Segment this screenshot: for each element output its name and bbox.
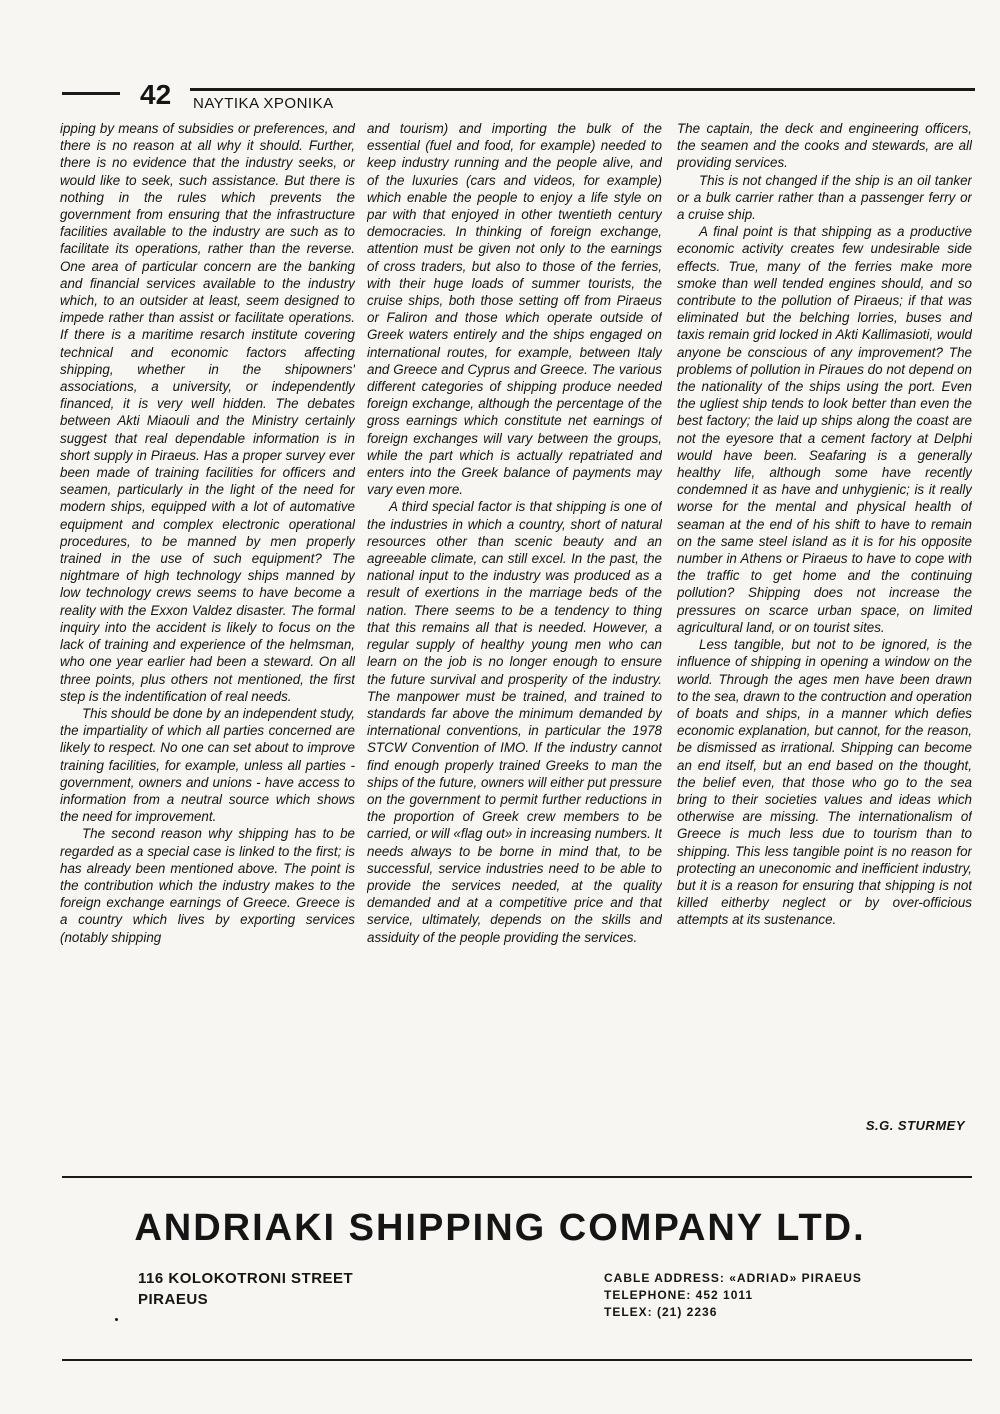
ad-address-line: PIRAEUS	[138, 1291, 209, 1308]
header-rule-left	[62, 92, 120, 95]
paragraph: ipping by means of subsidies or preferences, and there is no reason at all why it should. Further, there is no evidence that the industry seeks, or would like to seek, such assistance. But there is nothing in the rules which prevents the government from ensuring that the infrastructure facilities available to the industry are such as to facilitate its operations, rather than the reverse. One area of particular concern are the banking and financial services available to the industry which, to an outsider at least, seem designed to impede rather than assist or facilitate operations. If there is a maritime resarch institute covering technical and economic factors affecting shipping, whether in the shipowners' associations, a university, or independently financed, it is very well hidden. The debates between Akti Miaouli and the Ministry certainly suggest that real dependable information is in short supply in Piraeus. Has a proper survey ever been made of training facilities for officers and seamen, particularly in the light of the need for modern ships, equipped with a lot of automative equipment and complex electronic operational procedures, to be manned by men properly trained in the use of such equipment? The nightmare of high technology ships manned by low technology crews seems to have become a reality with the Exxon Valdez disaster. The formal inquiry into the accident is likely to focus on the lack of training and experience of the helmsman, who one year earlier had been a steward. On all three points, plus others not mentioned, the first step is the indentification of real needs.	[60, 121, 355, 704]
paragraph: This is not changed if the ship is an oil tanker or a bulk carrier rather than a passenger ferry or a cruise ship.	[677, 172, 972, 223]
article-column-1	[60, 120, 355, 1160]
paragraph: The captain, the deck and engineering officers, the seamen and the cooks and stewards, are all providing services.	[677, 121, 972, 171]
publication-title: ΝΑΥΤΙΚΑ ΧΡΟΝΙΚΑ	[193, 95, 334, 112]
ad-telephone: TELEPHONE: 452 1011	[604, 1288, 754, 1302]
paragraph: Less tangible, but not to be ignored, is the influence of shipping in opening a window on the world. Through the ages men have been drawn to the sea, drawn to the contruction and operation of boats and ships, in a manner which defies economic explanation, but cannot, for the reason, be dismissed as irrational. Shipping can become an end itself, but an end based on the thought, the belief even, that those who go to the sea bring to their societies values and ideas which otherwise are missing. The internationalism of Greece is much less due to tourism than to shipping. This less tangible point is no reason for protecting an uneconomic and inefficient industry, but it is a reason for ensuring that shipping is not killed eitherby neglect or by over-officious attempts at its sustenance.	[677, 637, 972, 928]
ad-rule-top	[62, 1176, 972, 1178]
article-column-3	[677, 120, 972, 1160]
paragraph: and tourism) and importing the bulk of the essential (fuel and food, for example) needed to keep industry running and the people alive, and of the luxuries (cars and videos, for example) which enable the people to enjoy a life style on par with that enjoyed in other twentieth century democracies. In thinking of foreign exchange, attention must be given not only to the earnings of cross traders, but also to those of the ferries, with their huge loads of summer tourists, the cruise ships, both those setting off from Piraeus or Faliron and those which operate outside of Greek waters entirely and the ships engaged on international routes, for example, between Italy and Greece and Cyprus and Greece. The various different categories of shipping produce needed foreign exchange, although the percentage of the gross earnings which constitute net earnings of foreign exchanges will vary between the groups, while the part which is actually repatriated and enters into the Greek balance of payments may vary even more.	[367, 121, 662, 498]
article-column-2	[367, 120, 662, 1160]
paragraph: This should be done by an independent study, the impartiality of which all parties concerned are likely to respect. No one can set about to improve training facilities, for example, unless all parties - government, owners and unions - have access to information from a neutral source which shows the need for improvement.	[60, 705, 355, 825]
ad-company-name: ANDRIAKI SHIPPING COMPANY LTD.	[134, 1207, 866, 1249]
ad-contact	[604, 1270, 862, 1321]
ad-cable: CABLE ADDRESS: «ADRIAD» PIRAEUS	[604, 1271, 862, 1285]
ad-rule-bottom	[62, 1359, 972, 1361]
print-speck	[115, 1318, 118, 1321]
paragraph: A third special factor is that shipping is one of the industries in which a country, short of natural resources other than scenic beauty and an agreeable climate, can still excel. In the past, the national input to the industry was produced as a result of exertions in the marriage beds of the nation. There seems to be a tendency to thing that this remains all that is needed. However, a regular supply of healthy young men who can learn on the job is no longer enough to ensure the future survival and prosperity of the industry. The manpower must be trained, and trained to standards far above the minimum demanded by international conventions, in particular the 1978 STCW Convention of IMO. If the industry cannot find enough properly trained Greeks to man the ships of the future, owners will either put pressure on the government to permit further reductions in the proportion of Greek crew members to be carried, or will «flag out» in increasing numbers. It needs always to be borne in mind that, to be successful, service industries need to be able to provide the services needed, at the quality demanded and at a competitive price and that service, ultimately, depends on the skills and assiduity of the people providing the services.	[367, 499, 662, 945]
ad-address-line: 116 KOLOKOTRONI STREET	[138, 1270, 354, 1287]
page-number: 42	[140, 79, 172, 110]
paragraph: The second reason why shipping has to be regarded as a special case is linked to the first; is has already been mentioned above. The point is the contribution which the industry makes to the foreign exchange earnings of Greece. Greece is a country which lives by exporting services (notably shipping	[60, 826, 355, 945]
ad-telex: TELEX: (21) 2236	[604, 1305, 718, 1319]
header-rule-right	[190, 88, 975, 91]
ad-address	[138, 1268, 353, 1310]
article-author: S.G. STURMEY	[865, 1118, 965, 1133]
paragraph: A final point is that shipping as a productive economic activity creates few undesirable side effects. True, many of the ferries make more smoke than well tended engines should, and so contribute to the pollution of Piraeus; if that was eliminated but the belching lorries, buses and taxis remain grid locked in Akti Kallimasioti, would anyone be conscious of any improvement? The problems of pollution in Piraues do not depend on the nationality of the ships using the port. Even the ugliest ship tends to look better than even the best factory; the laid up ships along the coast are not the eyesore that a cement factory at Delphi would have been. Seafaring is a generally healthy life, although some have recently condemned it as have and unhygienic; is it really worse for the mental and physical health of seaman at the end of his shift to have to remain on the same steel island as it is for his opposite number in Athens or Piraeus to have to cope with the traffic to get home and the continuing pollution? Shipping does not increase the pressures on scarce urban space, on limited agricultural land, or on tourist sites.	[677, 224, 972, 635]
